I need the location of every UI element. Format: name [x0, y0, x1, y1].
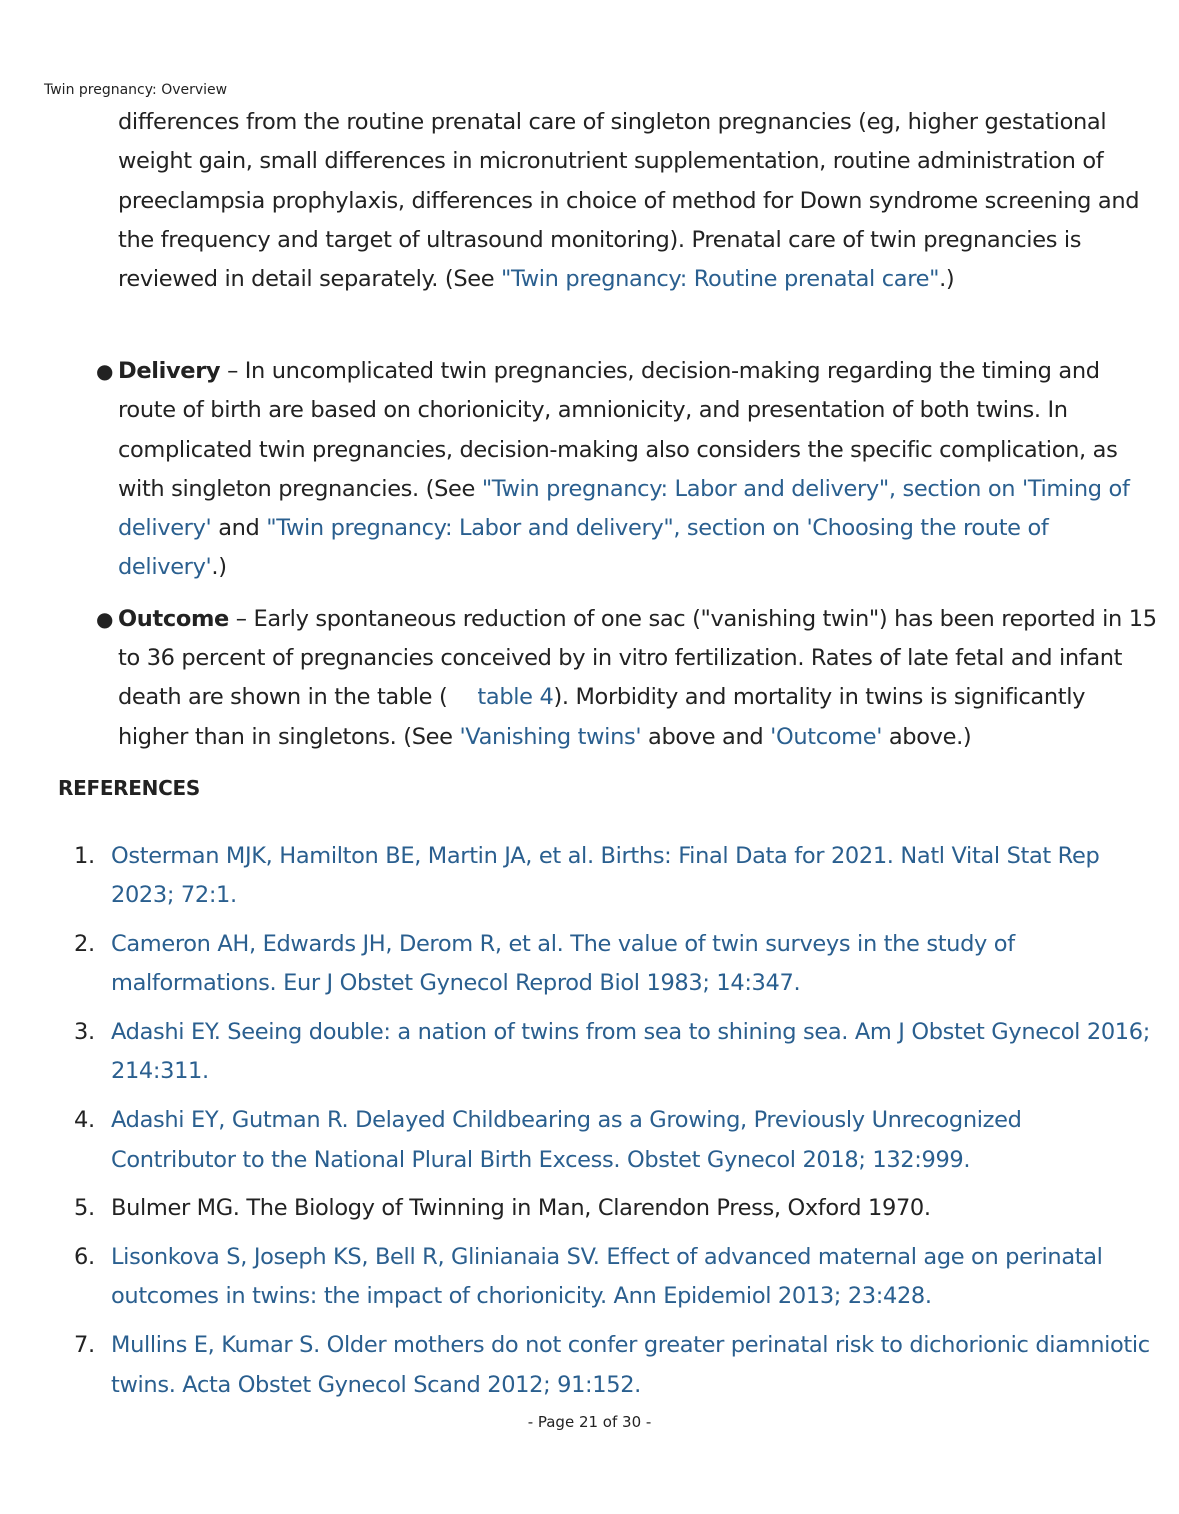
bullet-dot-icon: ● [96, 359, 114, 383]
references-heading: REFERENCES [58, 776, 200, 800]
bullet-term: Delivery [118, 358, 221, 384]
bullet-tail: .) [211, 554, 227, 581]
page-number-footer: - Page 21 of 30 - [527, 1413, 652, 1431]
reference-item [70, 1189, 1150, 1228]
reference-item [70, 1326, 1150, 1405]
link-routine-prenatal-care[interactable]: "Twin pregnancy: Routine prenatal care" [501, 266, 940, 293]
reference-number: 3. [74, 1019, 95, 1046]
bullet-term: Outcome [118, 605, 229, 632]
reference-link[interactable]: Mullins E, Kumar S. Older mothers do not confer greater perinatal risk to dichorionic diamniotic twins. Acta Obstet Gynecol Scand 2012; 91:152. [111, 1332, 1150, 1398]
reference-number: 1. [74, 843, 95, 869]
reference-link[interactable]: Osterman MJK, Hamilton BE, Martin JA, et al. Births: Final Data for 2021. Natl Vital Stat Rep 2023; 72:1. [111, 843, 1100, 909]
link-table-4[interactable]: table 4 [477, 684, 554, 711]
references-list [70, 837, 1150, 1414]
reference-text: Bulmer MG. The Biology of Twinning in Man, Clarendon Press, Oxford 1970. [111, 1195, 931, 1222]
bullet-dot-icon: ● [96, 606, 114, 631]
link-vanishing-twins[interactable]: 'Vanishing twins' [459, 723, 642, 750]
running-header-title: Twin pregnancy: Overview [44, 82, 228, 98]
reference-number: 6. [74, 1244, 95, 1271]
reference-number: 4. [74, 1107, 95, 1134]
link-choosing-route-of-delivery[interactable]: "Twin pregnancy: Labor and delivery", section on 'Choosing the route of delivery' [118, 515, 1049, 581]
reference-number: 2. [74, 931, 95, 958]
reference-item [70, 925, 1150, 1004]
bullet-delivery [96, 352, 1158, 588]
reference-number: 5. [74, 1195, 95, 1222]
link-outcome[interactable]: 'Outcome' [770, 723, 883, 750]
bullet-text: – In uncomplicated twin pregnancies, decision-making regarding the timing and route of birth are based on chorionicity, amnionicity, and presentation of both twins. In complicated twin pregnancies, decision-making also considers the specific complication, as with singleton pregnancies. (See [118, 358, 1118, 502]
reference-item [70, 1013, 1150, 1092]
bullet-text-mid: ). Morbidity and mortality in twins is significantly higher than in singletons. (See [118, 684, 1086, 750]
reference-number: 7. [74, 1332, 95, 1359]
paragraph-tail: .) [939, 266, 955, 293]
reference-item [70, 1101, 1150, 1180]
reference-link[interactable]: Adashi EY. Seeing double: a nation of twins from sea to shining sea. Am J Obstet Gynecol 2016; 214:311. [111, 1019, 1150, 1085]
bullet-text-mid2: above and [641, 723, 771, 750]
reference-link[interactable]: Lisonkova S, Joseph KS, Bell R, Glinianaia SV. Effect of advanced maternal age on perinatal outcomes in twins: the impact of chorionicity. Ann Epidemiol 2013; 23:428. [111, 1244, 1103, 1310]
bullet-text-mid: and [211, 515, 267, 542]
bullet-text: – Early spontaneous reduction of one sac ("vanishing twin") has been reported in 15 to 36 percent of pregnancies conceived by in vitro fertilization. Rates of late fetal and infant death are shown in the table ( [118, 605, 1157, 711]
reference-link[interactable]: Cameron AH, Edwards JH, Derom R, et al. The value of twin surveys in the study of malformations. Eur J Obstet Gynecol Reprod Biol 1983; 14:347. [111, 931, 1015, 997]
summary-bullet-list [96, 352, 1158, 769]
bullet-outcome [96, 600, 1158, 757]
link-timing-of-delivery[interactable]: "Twin pregnancy: Labor and delivery", section on 'Timing of delivery' [118, 475, 1130, 542]
paragraph-text: differences from the routine prenatal care of singleton pregnancies (eg, higher gestational weight gain, small differences in micronutrient supplementation, routine administration of preeclampsia prophylaxis, differences in choice of method for Down syndrome screening and the frequency and target of ultrasound monitoring). Prenatal care of twin pregnancies is reviewed in detail separately. (See [118, 109, 1140, 293]
reference-item [70, 1238, 1150, 1317]
continuation-paragraph [118, 103, 1158, 299]
bullet-tail: above.) [882, 723, 972, 750]
reference-link[interactable]: Adashi EY, Gutman R. Delayed Childbearing as a Growing, Previously Unrecognized Contributor to the National Plural Birth Excess. Obstet Gynecol 2018; 132:999. [111, 1107, 1022, 1173]
reference-item [70, 837, 1150, 916]
